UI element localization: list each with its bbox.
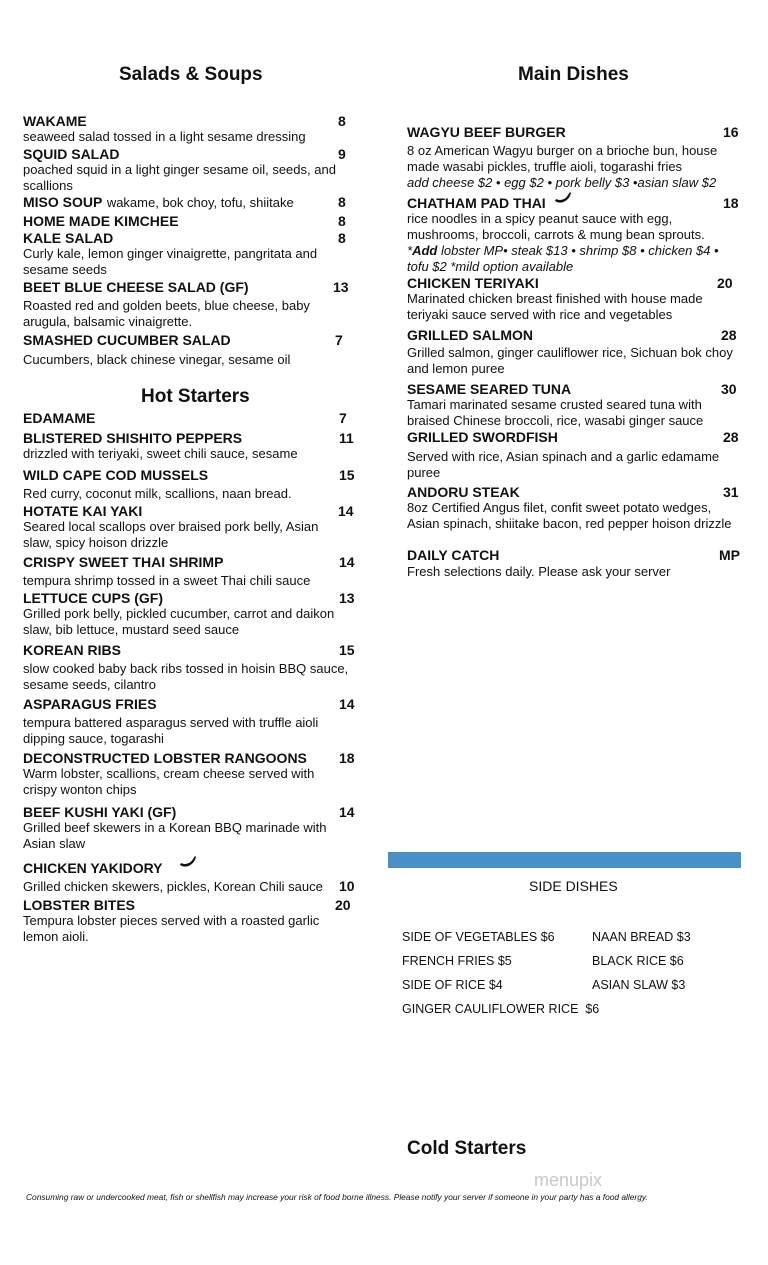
menu-item-name: CRISPY SWEET THAI SHRIMP [23,554,224,570]
menu-item-name: DECONSTRUCTED LOBSTER RANGOONS [23,750,307,766]
menu-item-name: HOME MADE KIMCHEE [23,213,179,229]
menu-item-desc: Tamari marinated sesame crusted seared tuna with braised Chinese broccoli, rice, wasabi ginger sauce [407,397,704,428]
menu-item-desc: poached squid in a light ginger sesame oil, seeds, and scallions [23,162,336,193]
menu-item-desc: seaweed salad tossed in a light sesame dressing [23,129,306,144]
menu-item-name: SMASHED CUCUMBER SALAD [23,332,231,348]
menu-item-price: 9 [338,146,346,162]
menu-item-desc: Grilled salmon, ginger cauliflower rice, Sichuan bok choy and lemon puree [407,345,733,376]
menu-item-name: GRILLED SALMON [407,327,533,343]
menu-item-name: CHICKEN TERIYAKI [407,275,539,291]
menu-item-name: HOTATE KAI YAKI [23,503,143,519]
menu-item-desc: Served with rice, Asian spinach and a garlic edamame puree [407,449,720,480]
menu-item-name: GRILLED SWORDFISH [407,429,558,445]
menu-item-price: 20 [717,275,733,291]
menu-item-name: SQUID SALAD [23,146,120,162]
menu-item-addons: add cheese $2 • egg $2 • pork belly $3 •asian slaw $2 [407,175,717,190]
menu-item-price: 20 [335,897,351,913]
menu-item-price: 30 [721,381,737,397]
main-dishes-heading: Main Dishes [518,64,629,85]
menu-item-price: 7 [335,332,343,348]
menu-item-name: BEEF KUSHI YAKI (GF) [23,804,177,820]
menu-item-desc: Cucumbers, black chinese vinegar, sesame oil [23,352,291,367]
side-item: BLACK RICE $6 [592,954,684,968]
menu-item-price: 28 [721,327,737,343]
menu-item-name: EDAMAME [23,410,96,426]
chili-pepper-icon [178,855,198,869]
menu-item-desc: Red curry, coconut milk, scallions, naan bread. [23,486,292,501]
side-item: SIDE OF VEGETABLES $6 [402,930,555,944]
side-item: SIDE OF RICE $4 [402,978,503,992]
menu-item-desc: tempura battered asparagus served with truffle aioli dipping sauce, togarashi [23,715,319,746]
menu-item-name: CHATHAM PAD THAI [407,195,546,211]
menu-item-name: MISO SOUP [23,194,103,210]
menu-item-price: 18 [723,195,739,211]
menu-item-desc: Roasted red and golden beets, blue cheese, baby arugula, balsamic vinaigrette. [23,298,310,329]
menu-item-price: MP [719,547,740,563]
hot-starters-heading: Hot Starters [141,386,250,407]
side-item: FRENCH FRIES $5 [402,954,512,968]
menu-item-price: 8 [338,113,346,129]
salads-soups-heading: Salads & Soups [119,64,263,85]
menu-item-price: 8 [338,213,346,229]
allergy-disclaimer: Consuming raw or undercooked meat, fish or shellfish may increase your risk of food borne illness. Please notify your server if someone in your party has a food allergy. [26,1192,648,1202]
menu-item-name: LETTUCE CUPS (GF) [23,590,163,606]
menu-item-desc: Grilled pork belly, pickled cucumber, carrot and daikon slaw, bib lettuce, mustard seed sauce [23,606,335,637]
menu-item-desc: Grilled chicken skewers, pickles, Korean Chili sauce [23,879,323,894]
menu-item-price: 28 [723,429,739,445]
menu-item-price: 8 [338,230,346,246]
menu-item-price: 14 [338,503,354,519]
addons-text: lobster MP• steak $13 • shrimp $8 • chicken $4 • tofu $2 *mild option available [407,243,719,274]
menu-item-desc: rice noodles in a spicy peanut sauce with egg, mushrooms, broccoli, carrots & mung bean sprouts. [407,211,705,242]
menu-item-name: KALE SALAD [23,230,114,246]
menu-item-desc: Fresh selections daily. Please ask your server [407,564,671,579]
addons-add-label: Add [412,243,438,258]
menu-item-name: CHICKEN YAKIDORY [23,860,163,876]
menu-item-price: 15 [339,467,355,483]
menu-item-desc: Seared local scallops over braised pork belly, Asian slaw, spicy hoison drizzle [23,519,319,550]
menu-item-price: 14 [339,696,355,712]
menu-item-name: WILD CAPE COD MUSSELS [23,467,209,483]
menu-item-name: DAILY CATCH [407,547,500,563]
menu-item-addons [407,243,742,275]
menu-item-price: 14 [339,554,355,570]
menu-item-price: 31 [723,484,739,500]
menu-item-desc: Warm lobster, scallions, cream cheese served with crispy wonton chips [23,766,315,797]
menu-item-price: 15 [339,642,355,658]
menu-item-desc: 8oz Certified Angus filet, confit sweet potato wedges, Asian spinach, shiitake bacon, red pepper hoison drizzle [407,500,732,531]
menu-item-name: KOREAN RIBS [23,642,122,658]
side-dishes-heading: SIDE DISHES [529,878,618,894]
menu-item-name: ANDORU STEAK [407,484,520,500]
watermark: menupix [534,1170,603,1190]
menu-item-price: 7 [339,410,347,426]
menu-item-price: 18 [339,750,355,766]
side-item: NAAN BREAD $3 [592,930,691,944]
menu-item-desc: drizzled with teriyaki, sweet chili sauce, sesame [23,446,298,461]
side-item: GINGER CAULIFLOWER RICE $6 [402,1002,600,1016]
menu-item-price: 13 [339,590,355,606]
side-item: ASIAN SLAW $3 [592,978,686,992]
menu-item-name: BLISTERED SHISHITO PEPPERS [23,430,243,446]
menu-item-desc: Tempura lobster pieces served with a roasted garlic lemon aioli. [23,913,320,944]
menu-item-price: 11 [339,430,354,446]
menu-item-name: BEET BLUE CHEESE SALAD (GF) [23,279,249,295]
menu-item-desc: 8 oz American Wagyu burger on a brioche bun, house made wasabi pickles, truffle aioli, togarashi fries [407,143,718,174]
chili-pepper-icon [553,191,573,205]
menu-item-desc: Curly kale, lemon ginger vinaigrette, pangritata and sesame seeds [23,246,318,277]
menu-item-miso [23,194,294,212]
menu-item-name: WAKAME [23,113,87,129]
menu-item-desc: Grilled beef skewers in a Korean BBQ marinade with Asian slaw [23,820,327,851]
menu-item-price: 16 [723,124,739,140]
menu-item-name: ASPARAGUS FRIES [23,696,157,712]
menu-item-price: 10 [339,878,355,894]
menu-item-desc: wakame, bok choy, tofu, shiitake [106,195,294,210]
menu-item-price: 8 [338,194,346,210]
menu-item-desc: slow cooked baby back ribs tossed in hoisin BBQ sauce, sesame seeds, cilantro [23,661,349,692]
menu-item-name: SESAME SEARED TUNA [407,381,572,397]
addons-prefix: * [407,243,413,258]
side-dishes-accent-bar [388,852,741,868]
cold-starters-heading: Cold Starters [407,1138,527,1159]
menu-item-desc: Marinated chicken breast finished with house made teriyaki sauce served with rice and vegetables [407,291,703,322]
menu-item-price: 14 [339,804,355,820]
menu-item-desc: tempura shrimp tossed in a sweet Thai chili sauce [23,573,311,588]
menu-item-price: 13 [333,279,349,295]
menu-item-name: WAGYU BEEF BURGER [407,124,566,140]
menu-item-name: LOBSTER BITES [23,897,136,913]
